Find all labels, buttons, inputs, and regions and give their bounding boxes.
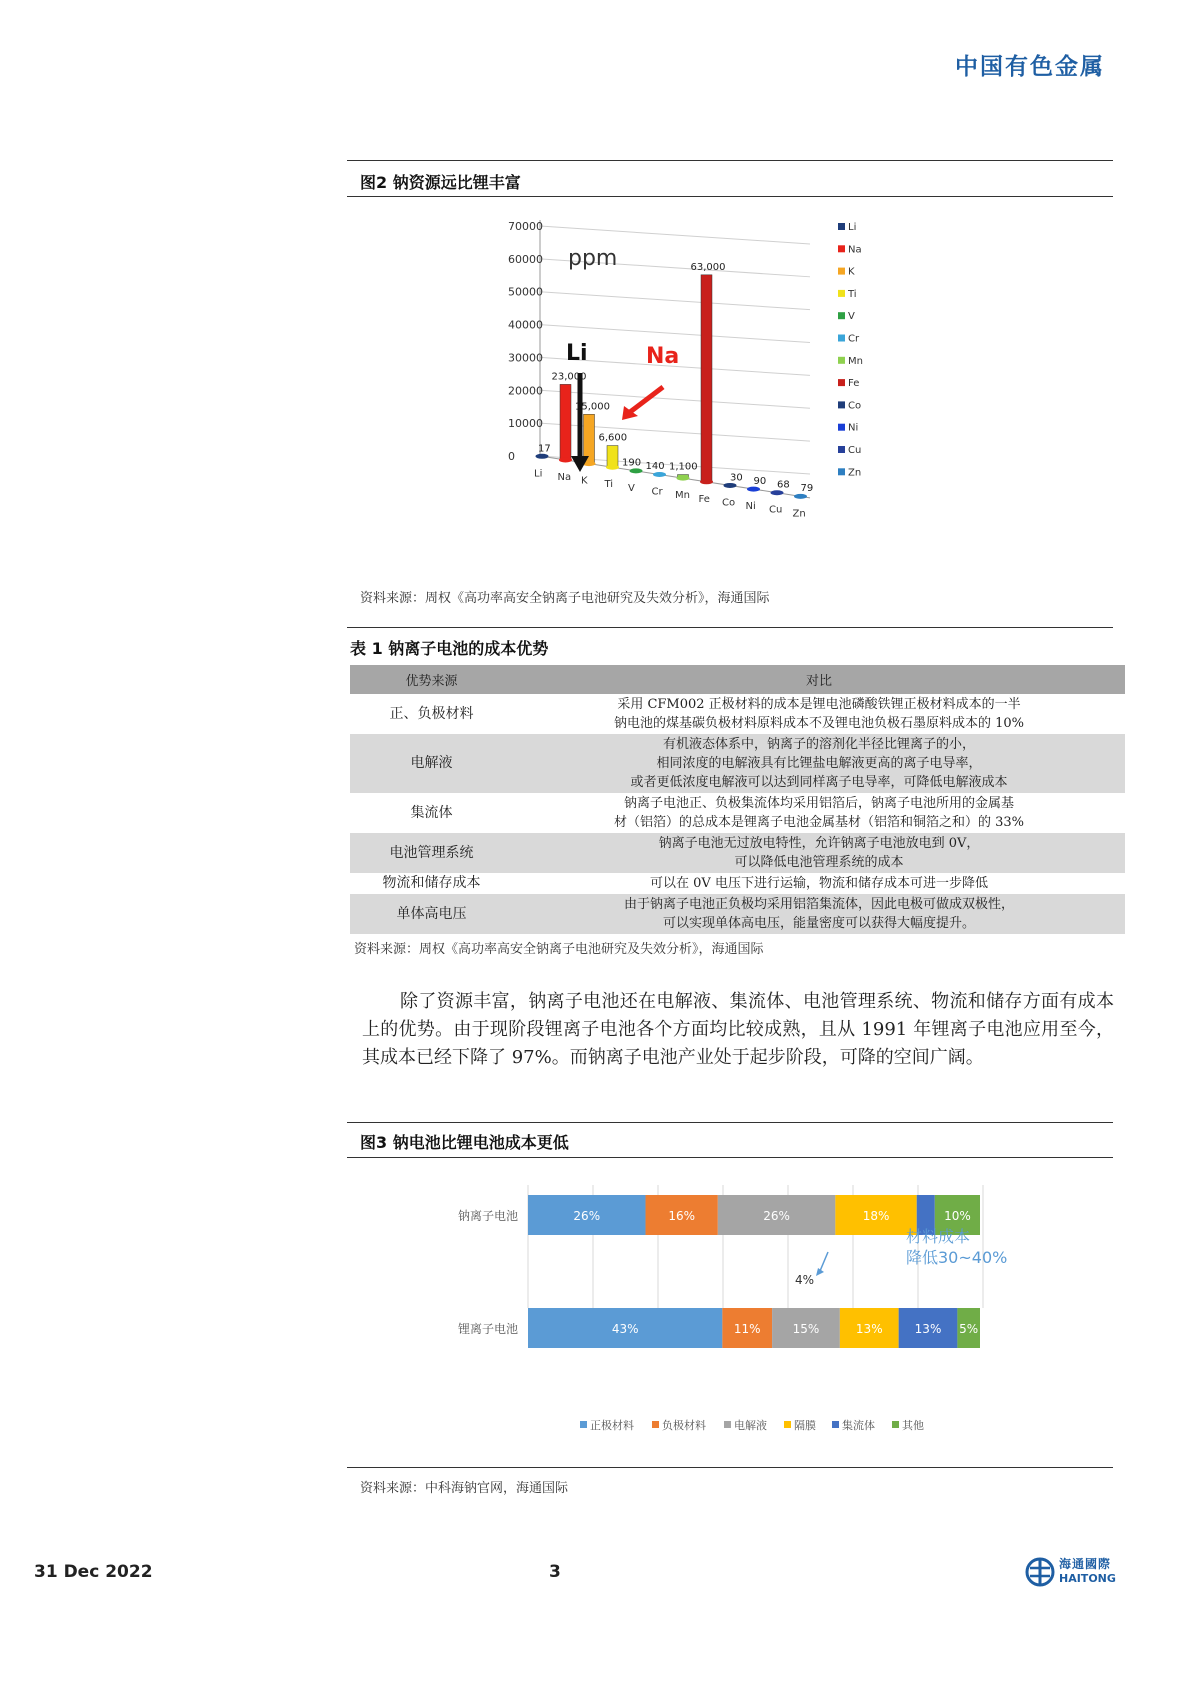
table-row xyxy=(350,793,1125,833)
table-header-source: 优势来源 xyxy=(350,665,513,694)
segment-label: 43% xyxy=(611,1322,639,1336)
brand-title: 中国有色金属 xyxy=(955,54,1105,80)
value-label: 23,000 xyxy=(551,371,587,383)
divider xyxy=(347,160,1113,161)
bar-ti xyxy=(607,446,618,468)
value-label: 90 xyxy=(753,475,767,487)
table-row xyxy=(350,894,1125,934)
bar-base-cu xyxy=(771,490,784,495)
na-annotation: Na xyxy=(646,344,680,369)
figure2-chart xyxy=(500,210,940,570)
row-source: 电池管理系统 xyxy=(350,833,513,873)
row-source: 单体高电压 xyxy=(350,894,513,934)
annotation-4pct: 4% xyxy=(795,1273,815,1287)
grid-line xyxy=(540,292,810,310)
segment-label: 26% xyxy=(763,1209,790,1223)
li-annotation: Li xyxy=(566,341,588,366)
category-label: 锂离子电池 xyxy=(457,1322,518,1336)
legend-swatch xyxy=(892,1421,899,1428)
comparison-line: 采用 CFM002 正极材料的成本是锂电池磷酸铁锂正极材料成本的一半 xyxy=(617,697,1021,712)
table-row xyxy=(350,873,1125,894)
legend-swatch xyxy=(838,446,845,453)
legend-swatch xyxy=(832,1421,839,1428)
value-label: 17 xyxy=(538,443,551,455)
x-tick-label: Ti xyxy=(604,479,614,491)
value-label: 30 xyxy=(730,472,743,484)
legend-swatch xyxy=(838,357,845,364)
segment-label: 15% xyxy=(792,1322,820,1336)
x-tick-label: Fe xyxy=(698,493,710,505)
value-label: 190 xyxy=(622,457,642,469)
y-tick-label: 0 xyxy=(508,450,515,463)
figure3-title: 图3 钠电池比锂电池成本更低 xyxy=(360,1133,569,1152)
bar-base-ni xyxy=(747,487,760,492)
row-source: 物流和储存成本 xyxy=(382,875,481,891)
comparison-line: 由于钠离子电池正负极均采用铝箔集流体，因此电极可做成双极性， xyxy=(623,897,1014,912)
value-label: 1,100 xyxy=(669,461,698,473)
bar-base-ti xyxy=(606,465,619,470)
row-comparison xyxy=(513,873,1125,894)
y-tick-label: 40000 xyxy=(508,318,543,332)
value-label: 63,000 xyxy=(690,261,726,273)
legend-label: V xyxy=(848,311,855,323)
x-tick-label: K xyxy=(581,475,588,487)
legend-swatch xyxy=(838,290,845,297)
figure2-y-ticks xyxy=(508,220,543,463)
x-tick-label: Cu xyxy=(769,504,783,516)
annotation-line1: 材料成本 xyxy=(906,1227,971,1246)
segment-label: 13% xyxy=(855,1322,883,1336)
legend-swatch xyxy=(838,335,845,342)
segment-label: 10% xyxy=(944,1209,971,1223)
legend-swatch xyxy=(838,468,845,475)
segment-label: 11% xyxy=(733,1322,761,1336)
figure2-unit-label: ppm xyxy=(568,246,618,271)
segment-label: 5% xyxy=(959,1322,979,1336)
legend-swatch xyxy=(838,401,845,408)
comparison-line: 或者更低浓度电解液可以达到同样离子电导率，可降低电解液成本 xyxy=(630,775,1008,790)
legend-label: Zn xyxy=(848,467,862,479)
value-label: 79 xyxy=(800,483,814,495)
comparison-line: 钠离子电池正、负极集流体均采用铝箔后，钠离子电池所用的金属基 xyxy=(623,796,1014,811)
y-tick-label: 20000 xyxy=(508,384,543,398)
y-tick-label: 30000 xyxy=(508,351,543,365)
figure3-chart xyxy=(440,1180,1040,1440)
x-tick-label: Zn xyxy=(792,508,806,520)
x-tick-label: Li xyxy=(534,468,543,480)
legend-label: Cr xyxy=(848,333,860,345)
figure3-legend xyxy=(580,1418,924,1432)
row-source: 电解液 xyxy=(350,734,513,793)
bar-base-co xyxy=(724,483,737,488)
legend-label: Li xyxy=(848,222,857,233)
cost-table xyxy=(350,665,1125,934)
y-tick-label: 70000 xyxy=(508,220,543,233)
segment-label: 18% xyxy=(862,1209,890,1223)
haitong-logo-icon xyxy=(1025,1557,1055,1587)
legend-swatch xyxy=(652,1421,659,1428)
row-comparison xyxy=(513,694,1125,734)
legend-label: 电解液 xyxy=(734,1419,767,1432)
table1-title: 表 1 钠离子电池的成本优势 xyxy=(350,639,549,658)
bar-base-mn xyxy=(677,476,690,481)
row-source: 正、负极材料 xyxy=(389,705,474,722)
figure2-legend xyxy=(838,222,863,478)
comparison-line: 可以在 0V 电压下进行运输，物流和储存成本可进一步降低 xyxy=(650,876,988,891)
divider xyxy=(347,1157,1113,1158)
figure2-source: 资料来源：周权《高功率高安全钠离子电池研究及失效分析》，海通国际 xyxy=(360,591,770,606)
y-tick-label: 50000 xyxy=(508,285,543,299)
footer-date: 31 Dec 2022 xyxy=(34,1562,153,1582)
comparison-line: 钠电池的煤基碳负极材料原料成本不及锂电池负极石墨原料成本的 10% xyxy=(613,716,1025,731)
segment-label: 13% xyxy=(914,1322,942,1336)
comparison-line: 可以降低电池管理系统的成本 xyxy=(734,855,904,870)
x-tick-label: Ni xyxy=(745,501,756,513)
value-label: 140 xyxy=(645,461,665,473)
value-label: 15,000 xyxy=(575,401,610,413)
legend-label: Na xyxy=(848,244,862,256)
comparison-line: 可以实现单体高电压，能量密度可以获得大幅度提升。 xyxy=(662,916,975,931)
row-source: 集流体 xyxy=(410,804,453,821)
logo-text-cn: 海通國際 xyxy=(1059,1557,1112,1571)
grid-line xyxy=(540,226,810,244)
legend-label: Mn xyxy=(848,355,863,367)
legend-swatch xyxy=(838,424,845,431)
x-tick-label: Mn xyxy=(675,490,690,502)
divider xyxy=(347,1467,1113,1468)
legend-swatch xyxy=(838,312,845,319)
figure3-source: 资料来源：中科海钠官网，海通国际 xyxy=(360,1481,569,1496)
bar-base-na xyxy=(559,457,572,462)
x-tick-label: Na xyxy=(557,471,572,483)
legend-swatch xyxy=(838,268,845,275)
legend-swatch xyxy=(838,223,845,230)
comparison-line: 相同浓度的电解液具有比锂盐电解液更高的离子电导率， xyxy=(656,756,982,771)
x-tick-label: V xyxy=(628,482,635,494)
figure2-title: 图2 钠资源远比锂丰富 xyxy=(360,173,521,192)
table-row xyxy=(350,734,1125,793)
na-arrow xyxy=(630,387,663,412)
grid-line xyxy=(540,325,810,343)
table1-source: 资料来源：周权《高功率高安全钠离子电池研究及失效分析》，海通国际 xyxy=(354,942,764,957)
comparison-line: 材（铝箔）的总成本是锂离子电池金属基材（铝箔和铜箔之和）的 33% xyxy=(613,815,1025,830)
annotation-pointer xyxy=(820,1252,828,1271)
bar-base-li xyxy=(536,454,549,459)
legend-swatch xyxy=(838,379,845,386)
category-label: 钠离子电池 xyxy=(457,1209,518,1223)
y-tick-label: 60000 xyxy=(508,252,543,266)
legend-swatch xyxy=(838,245,845,252)
value-label: 6,600 xyxy=(598,432,628,444)
row-comparison xyxy=(513,793,1125,833)
legend-label: 负极材料 xyxy=(662,1419,706,1432)
legend-label: Ti xyxy=(848,288,857,300)
segment-label: 26% xyxy=(573,1209,601,1223)
row-comparison xyxy=(513,734,1125,793)
x-tick-label: Cr xyxy=(651,486,663,498)
table-header-compare: 对比 xyxy=(513,665,1125,694)
divider xyxy=(347,196,1113,197)
row-comparison xyxy=(513,833,1125,873)
comparison-line: 有机液态体系中，钠离子的溶剂化半径比锂离子的小， xyxy=(662,737,975,752)
legend-label: 其他 xyxy=(902,1419,924,1432)
bar-base-fe xyxy=(700,479,713,484)
bar-fe xyxy=(701,275,712,482)
bar-base-zn xyxy=(794,494,807,499)
figure3-bars xyxy=(528,1195,980,1348)
page-number: 3 xyxy=(549,1562,561,1582)
value-label: 68 xyxy=(777,479,790,491)
legend-label: 集流体 xyxy=(842,1419,875,1432)
bar-na xyxy=(560,384,571,460)
legend-label: Ni xyxy=(848,422,859,434)
legend-label: 隔膜 xyxy=(794,1419,816,1432)
haitong-logo xyxy=(1025,1555,1115,1591)
body-paragraph: 除了资源丰富，钠离子电池还在电解液、集流体、电池管理系统、物流和储存方面有成本上的优势。由于现阶段锂离子电池各个方面均比较成熟，且从 1991 年锂离子电池应用至今，其成本已经下降了 97%。而钠离子电池产业处于起步阶段，可降的空间广阔。 xyxy=(362,991,1114,1068)
row-comparison xyxy=(513,894,1125,934)
legend-label: 正极材料 xyxy=(590,1419,634,1432)
legend-swatch xyxy=(580,1421,587,1428)
divider xyxy=(347,627,1113,628)
bar-base-v xyxy=(630,468,643,473)
divider xyxy=(347,1122,1113,1123)
logo-text-en: HAITONG xyxy=(1059,1572,1116,1585)
legend-label: Co xyxy=(848,400,862,412)
legend-label: Fe xyxy=(848,378,860,390)
legend-swatch xyxy=(784,1421,791,1428)
segment-label: 16% xyxy=(668,1209,696,1223)
bar-base-cr xyxy=(653,472,666,477)
y-tick-label: 10000 xyxy=(508,417,543,431)
figure3-category-labels xyxy=(458,1208,518,1336)
comparison-line: 钠离子电池无过放电特性，允许钠离子电池放电到 0V， xyxy=(658,836,980,851)
legend-swatch xyxy=(724,1421,731,1428)
legend-label: K xyxy=(848,266,855,278)
annotation-line2: 降低30~40% xyxy=(906,1248,1008,1267)
table-row xyxy=(350,833,1125,873)
table-row xyxy=(350,694,1125,734)
legend-label: Cu xyxy=(848,445,862,456)
x-tick-label: Co xyxy=(722,497,736,509)
